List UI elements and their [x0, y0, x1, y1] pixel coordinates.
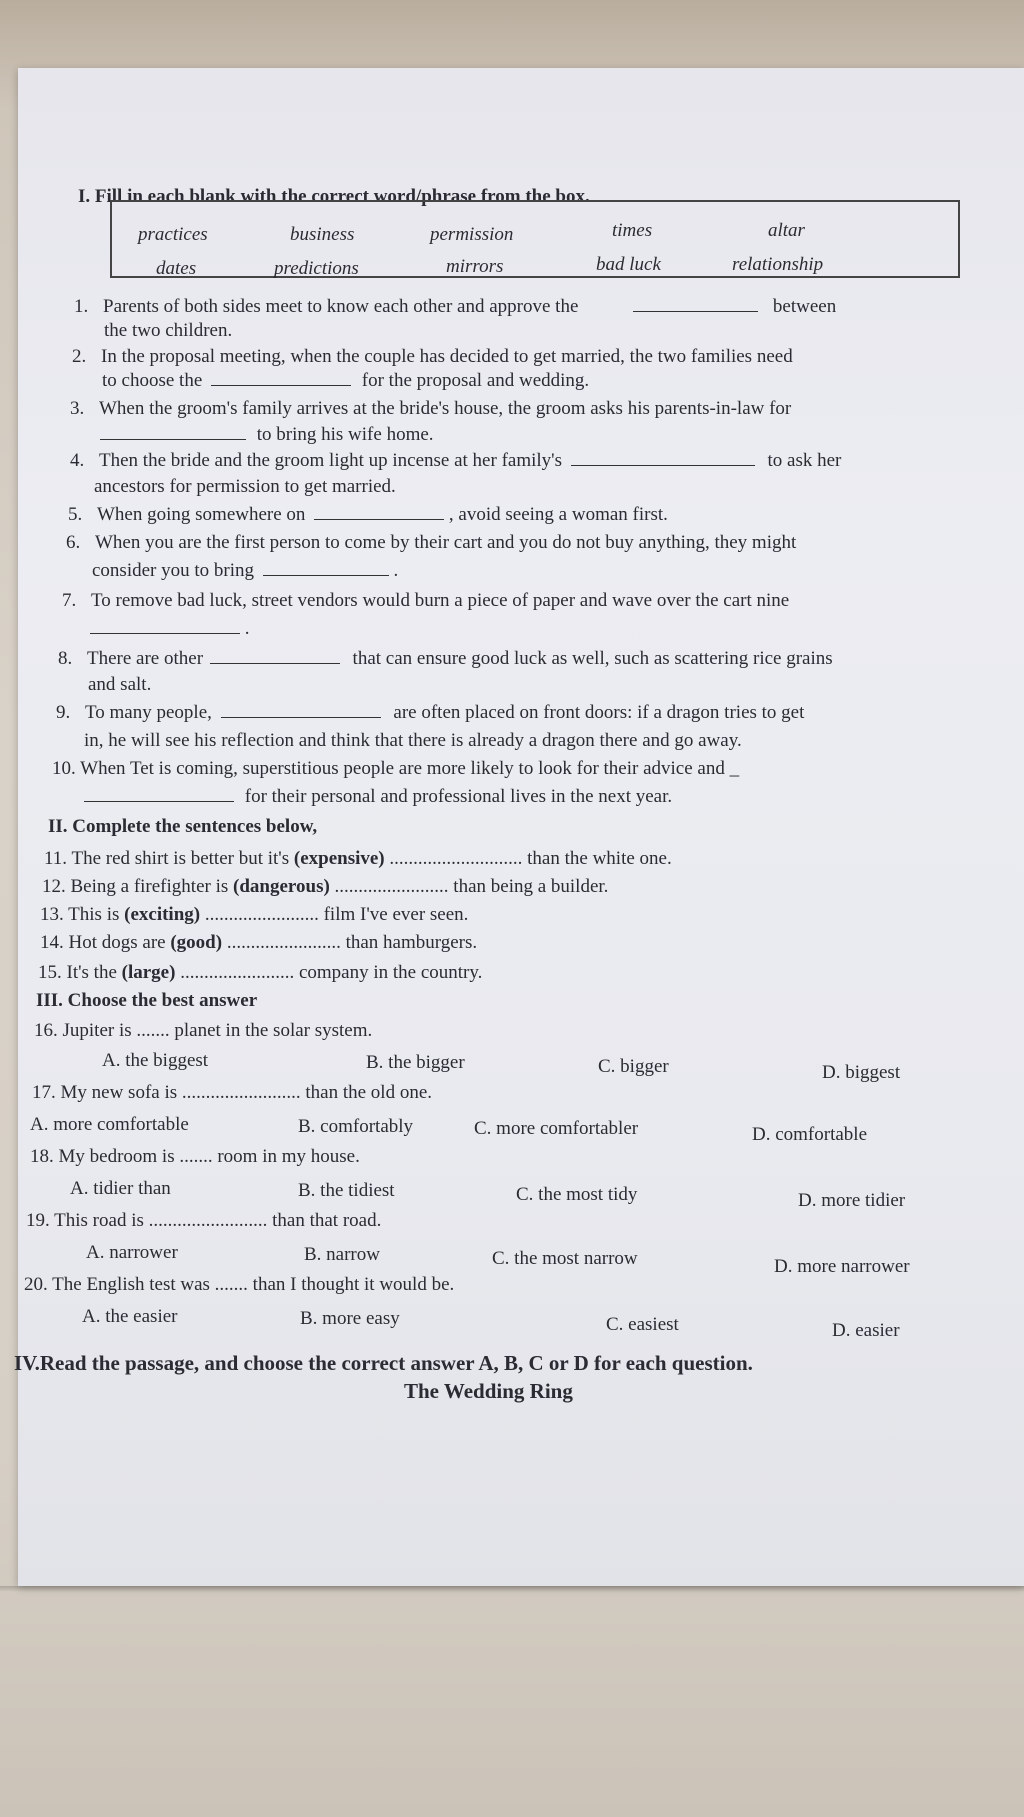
- question-text: to ask her: [767, 450, 842, 471]
- question-text: in, he will see his reflection and think that there is already a dragon there and go away.: [84, 730, 742, 751]
- box-word: mirrors: [446, 256, 504, 277]
- question-8: [58, 648, 833, 670]
- question-18-stem: 18. My bedroom is ....... room in my house.: [30, 1146, 360, 1167]
- box-word: bad luck: [596, 254, 661, 275]
- question-text: film I've ever seen.: [323, 904, 469, 925]
- question-number: 2.: [72, 346, 87, 367]
- question-text: The red shirt is better but it's: [71, 848, 290, 869]
- answer-dots[interactable]: ............................: [389, 848, 523, 869]
- word-hint: (dangerous): [233, 876, 330, 897]
- answer-dots[interactable]: ........................: [226, 932, 341, 953]
- question-text: Hot dogs are: [68, 932, 166, 953]
- question-12: [42, 876, 608, 898]
- question-7-cont: [90, 618, 250, 640]
- question-15: [38, 962, 482, 984]
- question-11: [44, 848, 672, 870]
- question-text: than the white one.: [527, 848, 672, 869]
- question-number: 12.: [42, 876, 66, 897]
- question-number: 14.: [40, 932, 64, 953]
- question-7: [62, 590, 789, 612]
- answer-blank[interactable]: [633, 297, 758, 312]
- word-hint: (exciting): [124, 904, 201, 925]
- question-text: To remove bad luck, street vendors would burn a piece of paper and wave over the cart nine: [91, 590, 790, 611]
- option-d[interactable]: D. biggest: [822, 1062, 901, 1083]
- question-number: 5.: [68, 504, 83, 525]
- question-text: When going somewhere on: [97, 504, 306, 525]
- option-b[interactable]: B. the bigger: [366, 1052, 465, 1073]
- section-1-heading: I. Fill in each blank with the correct word/phrase from the box.: [78, 186, 590, 207]
- question-6-cont: [92, 560, 398, 582]
- question-text: Then the bride and the groom light up incense at her family's: [99, 450, 562, 471]
- question-19-stem: 19. This road is ......................... than that road.: [26, 1210, 382, 1231]
- passage-title: The Wedding Ring: [404, 1379, 573, 1403]
- question-text: that can ensure good luck as well, such as scattering rice grains: [352, 648, 833, 669]
- question-3-cont: [100, 424, 434, 446]
- option-a[interactable]: A. the easier: [82, 1306, 178, 1327]
- question-text: for the proposal and wedding.: [361, 370, 590, 391]
- question-text: Being a firefighter is: [70, 876, 229, 897]
- answer-blank[interactable]: [211, 371, 351, 386]
- answer-blank[interactable]: [90, 619, 240, 634]
- question-text: and salt.: [88, 674, 152, 695]
- option-c[interactable]: C. the most tidy: [516, 1184, 638, 1205]
- question-9: [56, 702, 804, 724]
- question-6: [66, 532, 796, 554]
- question-text: , avoid seeing a woman first.: [448, 504, 668, 525]
- option-b[interactable]: B. narrow: [304, 1244, 380, 1265]
- question-text: consider you to bring: [92, 560, 255, 581]
- question-text: than hamburgers.: [345, 932, 478, 953]
- question-13: [40, 904, 468, 926]
- question-text: Parents of both sides meet to know each other and approve the: [103, 296, 579, 317]
- word-hint: (expensive): [293, 848, 385, 869]
- question-text: When you are the first person to come by their cart and you do not buy anything, they might: [95, 532, 797, 553]
- answer-blank[interactable]: [314, 505, 444, 520]
- question-number: 11.: [44, 848, 68, 869]
- answer-dots[interactable]: ........................: [204, 904, 319, 925]
- answer-blank[interactable]: [263, 561, 389, 576]
- question-text: When the groom's family arrives at the bride's house, the groom asks his parents-in-law for: [99, 398, 792, 419]
- word-hint: (good): [170, 932, 223, 953]
- section-2-heading: II. Complete the sentences below,: [48, 816, 318, 837]
- box-word: relationship: [732, 254, 824, 275]
- option-a[interactable]: A. tidier than: [70, 1178, 171, 1199]
- question-number: 9.: [56, 702, 71, 723]
- question-text: When Tet is coming, superstitious people are more likely to look for their advice and _: [80, 758, 740, 779]
- question-number: 15.: [38, 962, 62, 983]
- question-number: 4.: [70, 450, 85, 471]
- box-word: times: [612, 220, 653, 241]
- word-box: [110, 200, 960, 278]
- option-c[interactable]: C. more comfortabler: [474, 1118, 639, 1139]
- question-text: .: [244, 618, 250, 639]
- question-number: 13.: [40, 904, 64, 925]
- answer-dots[interactable]: ........................: [180, 962, 295, 983]
- question-number: 3.: [70, 398, 85, 419]
- question-text: It's the: [66, 962, 117, 983]
- box-word: business: [290, 224, 355, 245]
- option-a[interactable]: A. the biggest: [102, 1050, 209, 1071]
- question-text: between: [772, 296, 837, 317]
- question-number: 6.: [66, 532, 81, 553]
- question-5: [68, 504, 668, 526]
- question-1: [74, 296, 836, 318]
- question-number: 7.: [62, 590, 77, 611]
- option-d[interactable]: D. comfortable: [752, 1124, 868, 1145]
- answer-blank[interactable]: [84, 787, 234, 802]
- option-d[interactable]: D. more narrower: [774, 1256, 910, 1277]
- question-number: 10.: [52, 758, 76, 779]
- question-text: to bring his wife home.: [256, 424, 434, 445]
- option-a[interactable]: A. narrower: [86, 1242, 178, 1263]
- question-text: There are other: [87, 648, 204, 669]
- answer-blank[interactable]: [100, 425, 246, 440]
- box-word: permission: [430, 224, 514, 245]
- option-b[interactable]: B. comfortably: [298, 1116, 414, 1137]
- option-c[interactable]: C. bigger: [598, 1056, 669, 1077]
- option-d[interactable]: D. easier: [832, 1320, 900, 1341]
- answer-dots[interactable]: ........................: [334, 876, 449, 897]
- answer-blank[interactable]: [571, 451, 755, 466]
- option-b[interactable]: B. more easy: [300, 1308, 400, 1329]
- question-text: This is: [68, 904, 120, 925]
- answer-blank[interactable]: [221, 703, 381, 718]
- section-4-heading: IV.Read the passage, and choose the correct answer A, B, C or D for each question.: [14, 1351, 753, 1375]
- option-b[interactable]: B. the tidiest: [298, 1180, 395, 1201]
- option-d[interactable]: D. more tidier: [798, 1190, 906, 1211]
- question-text: In the proposal meeting, when the couple has decided to get married, the two families need: [101, 346, 793, 367]
- question-10-cont: [84, 786, 672, 808]
- question-text: ancestors for permission to get married.: [94, 476, 396, 497]
- question-17-stem: 17. My new sofa is ......................... than the old one.: [32, 1082, 433, 1103]
- option-a[interactable]: A. more comfortable: [30, 1114, 189, 1135]
- question-number: 8.: [58, 648, 73, 669]
- question-text: for their personal and professional lives in the next year.: [244, 786, 673, 807]
- question-2: [72, 346, 793, 368]
- box-word: practices: [138, 224, 208, 245]
- question-3: [70, 398, 791, 420]
- question-text: the two children.: [104, 320, 233, 341]
- question-text: to choose the: [102, 370, 203, 391]
- answer-blank[interactable]: [210, 649, 340, 664]
- question-10: [52, 758, 739, 780]
- question-14: [40, 932, 477, 954]
- option-c[interactable]: C. easiest: [606, 1314, 679, 1335]
- question-2-cont: [102, 370, 589, 392]
- question-number: 1.: [74, 296, 89, 317]
- question-4: [70, 450, 841, 472]
- question-text: company in the country.: [298, 962, 483, 983]
- question-text: than being a builder.: [453, 876, 609, 897]
- section-3-heading: III. Choose the best answer: [36, 990, 258, 1011]
- question-text: are often placed on front doors: if a dragon tries to get: [393, 702, 805, 723]
- question-16-stem: 16. Jupiter is ....... planet in the solar system.: [34, 1020, 373, 1041]
- question-text: .: [393, 560, 399, 581]
- option-c[interactable]: C. the most narrow: [492, 1248, 638, 1269]
- question-20-stem: 20. The English test was ....... than I thought it would be.: [24, 1274, 455, 1295]
- box-word: altar: [768, 220, 805, 241]
- word-hint: (large): [121, 962, 176, 983]
- box-word: predictions: [274, 258, 359, 279]
- question-text: To many people,: [85, 702, 212, 723]
- box-word: dates: [156, 258, 197, 279]
- paper-shadow: [0, 1586, 1024, 1592]
